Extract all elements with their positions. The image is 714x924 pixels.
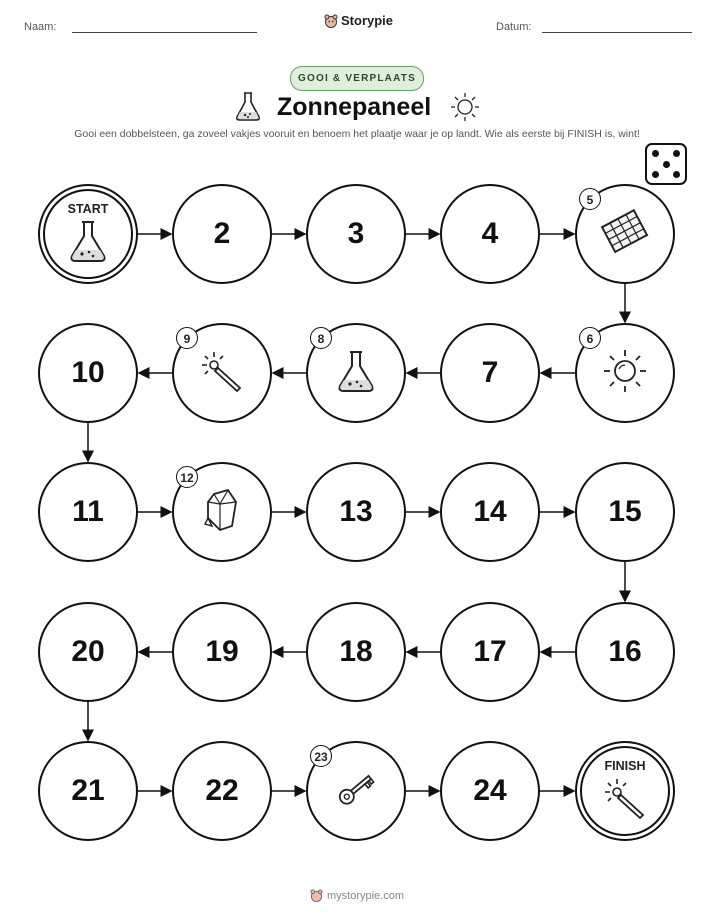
- space-number: 15: [608, 495, 642, 528]
- flask-icon: [333, 348, 379, 399]
- finish-space: [575, 741, 675, 841]
- space-number: 10: [71, 356, 105, 389]
- board-space-17: [440, 602, 540, 702]
- space-number: 7: [481, 356, 499, 389]
- board-space-11: [38, 462, 138, 562]
- key-icon: [332, 765, 380, 818]
- board-space-6: [575, 323, 675, 423]
- space-number-badge: 5: [579, 188, 601, 210]
- space-number: 13: [339, 495, 373, 528]
- space-number: 14: [473, 495, 507, 528]
- space-number: 16: [608, 635, 642, 668]
- board-space-15: [575, 462, 675, 562]
- space-number-badge: 23: [310, 745, 332, 767]
- space-number: 22: [205, 774, 239, 807]
- space-number: 4: [481, 217, 499, 250]
- space-number-badge: 6: [579, 327, 601, 349]
- board-space-22: [172, 741, 272, 841]
- game-type-badge: GOOI & VERPLAATS: [290, 66, 424, 91]
- board-space-7: [440, 323, 540, 423]
- flask-icon: [65, 218, 111, 269]
- board-space-18: [306, 602, 406, 702]
- space-number: 19: [205, 635, 239, 668]
- board-space-24: [440, 741, 540, 841]
- instructions: Gooi een dobbelsteen, ga zoveel vakjes vooruit en benoem het plaatje waar je op landt. Wie als eerste bij FINISH is, wint!: [74, 128, 640, 140]
- page-title: Zonnepaneel: [277, 93, 432, 121]
- space-label: START: [67, 202, 109, 216]
- space-label: FINISH: [604, 759, 646, 773]
- board-space-13: [306, 462, 406, 562]
- magic-wand-icon: [198, 347, 246, 400]
- space-number: 24: [473, 774, 507, 807]
- board-space-19: [172, 602, 272, 702]
- footer: [0, 889, 714, 902]
- space-number: 17: [473, 635, 507, 668]
- start-space: [38, 184, 138, 284]
- space-number: 11: [72, 495, 104, 528]
- board-space-3: [306, 184, 406, 284]
- solar-panel-icon: [599, 209, 651, 260]
- board-space-21: [38, 741, 138, 841]
- board-space-14: [440, 462, 540, 562]
- board-space-9: [172, 323, 272, 423]
- magic-wand-icon: [601, 774, 649, 827]
- space-number: 2: [213, 217, 231, 250]
- crystal-icon: [200, 486, 244, 539]
- footer-url[interactable]: mystorypie.com: [326, 889, 405, 902]
- space-number-badge: 12: [176, 466, 198, 488]
- space-number: 20: [71, 635, 105, 668]
- space-number: 18: [339, 635, 373, 668]
- mascot-icon: [310, 889, 323, 902]
- board-space-2: [172, 184, 272, 284]
- board-space-10: [38, 323, 138, 423]
- name-label: Naam:: [24, 21, 57, 33]
- space-number-badge: 8: [310, 327, 332, 349]
- brand-name: Storypie: [341, 13, 394, 28]
- space-number-badge: 9: [176, 327, 198, 349]
- board-space-5: [575, 184, 675, 284]
- board-space-8: [306, 323, 406, 423]
- board-space-23: [306, 741, 406, 841]
- board-space-20: [38, 602, 138, 702]
- date-label: Datum:: [496, 21, 532, 33]
- space-number: 21: [71, 774, 105, 807]
- sun-icon: [601, 347, 649, 400]
- space-number: 3: [347, 217, 365, 250]
- board-space-12: [172, 462, 272, 562]
- board-space-4: [440, 184, 540, 284]
- board-space-16: [575, 602, 675, 702]
